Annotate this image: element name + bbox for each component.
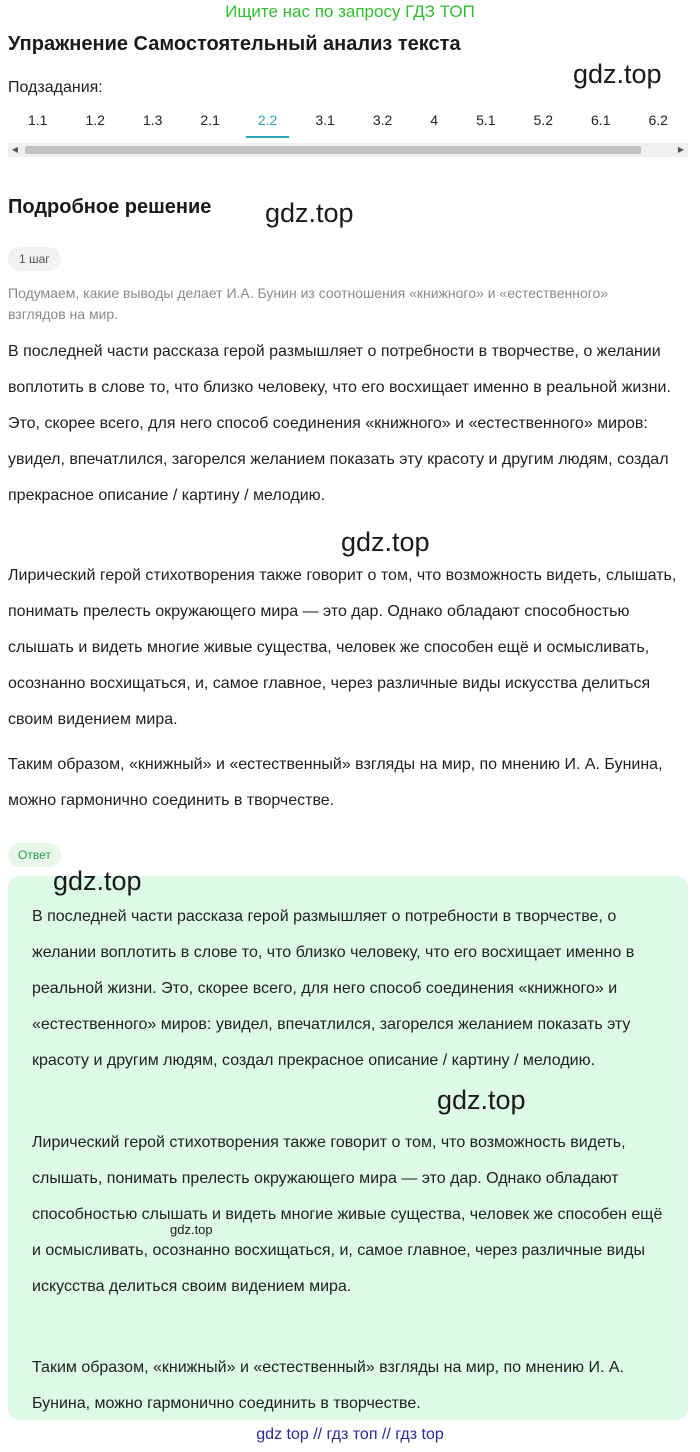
- tab-3-1[interactable]: 3.1: [315, 112, 335, 128]
- watermark: gdz.top: [265, 198, 354, 228]
- answer-paragraph-1: В последней части рассказа герой размышляет о потребности в творчестве, о желании воплотить в слове то, что близко человеку, что его восхищает именно в реальной жизни. Это, скорее всего, для него способ соединения «книжного» и «естественного» миров: увидел, впечатлился, загорелся желанием показать эту красоту и другим людям, создал прекрасное описание / картину / мелодию.: [32, 908, 635, 1069]
- solution-paragraph-2: Лирический герой стихотворения также говорит о том, что возможность видеть, слышать, понимать прелесть окружающего мира — это дар. Однако обладают способностью слышать и видеть многие живые существа, человек же способен ещё и осмысливать, осознанно восхищаться, и, самое главное, через различные виды искусства делиться своим видением мира.: [8, 567, 677, 728]
- tab-5-1[interactable]: 5.1: [476, 112, 496, 128]
- solution-title: Подробное решение: [8, 196, 212, 218]
- tab-6-2[interactable]: 6.2: [648, 112, 668, 128]
- watermark: gdz.top: [53, 866, 142, 896]
- subtasks-label: Подзадания:: [8, 79, 103, 96]
- watermark: gdz.top: [341, 527, 430, 557]
- step-badge: 1 шаг: [8, 247, 61, 271]
- watermark: gdz.top: [437, 1085, 526, 1115]
- tab-1-3[interactable]: 1.3: [142, 112, 163, 128]
- footer-links[interactable]: gdz top // гдз топ // гдз top: [256, 1426, 444, 1443]
- solution-paragraph-3: Таким образом, «книжный» и «естественный» взгляды на мир, по мнению И. А. Бунина, можно гармонично соединить в творчестве.: [8, 756, 663, 809]
- exercise-title: Упражнение Самостоятельный анализ текста: [8, 33, 461, 55]
- tab-1-2[interactable]: 1.2: [85, 112, 105, 128]
- tab-6-1[interactable]: 6.1: [591, 112, 611, 128]
- subtask-tabs: [8, 108, 688, 140]
- tabs-scrollbar[interactable]: [8, 143, 688, 157]
- tab-2-2[interactable]: 2.2: [246, 108, 289, 138]
- tab-2-1[interactable]: 2.1: [200, 112, 220, 128]
- answer-paragraph-2: Лирический герой стихотворения также говорит о том, что возможность видеть, слышать, понимать прелесть окружающего мира — это дар. Однако обладают способностью слышать и видеть многие живые существа, человек же способен ещё и осмысливать, осознанно восхищаться, и, самое главное, через различные виды искусства делиться своим видением мира.: [32, 1134, 663, 1295]
- answer-badge: Ответ: [8, 843, 61, 867]
- tab-5-2[interactable]: 5.2: [533, 112, 554, 128]
- scrollbar-thumb[interactable]: [25, 146, 641, 154]
- scroll-left-icon[interactable]: ◀: [11, 145, 19, 154]
- solution-paragraph-1: В последней части рассказа герой размышляет о потребности в творчестве, о желании воплотить в слове то, что близко человеку, что его восхищает именно в реальной жизни. Это, скорее всего, для него способ соединения «книжного» и «естественного» миров: увидел, впечатлился, загорелся желанием показать эту красоту и другим людям, создал прекрасное описание / картину / мелодию.: [8, 343, 671, 504]
- step-hint: Подумаем, какие выводы делает И.А. Бунин из соотношения «книжного» и «естественного» взглядов на мир.: [8, 285, 609, 322]
- search-banner: Ищите нас по запросу ГДЗ ТОП: [225, 2, 475, 21]
- tab-1-1[interactable]: 1.1: [28, 112, 48, 128]
- scroll-right-icon[interactable]: ▶: [677, 145, 685, 154]
- watermark: gdz.top: [170, 1222, 213, 1237]
- watermark: gdz.top: [573, 59, 662, 89]
- answer-paragraph-3: Таким образом, «книжный» и «естественный» взгляды на мир, по мнению И. А. Бунина, можно гармонично соединить в творчестве.: [32, 1359, 624, 1412]
- tab-3-2[interactable]: 3.2: [372, 112, 393, 128]
- tab-4[interactable]: 4: [430, 112, 439, 128]
